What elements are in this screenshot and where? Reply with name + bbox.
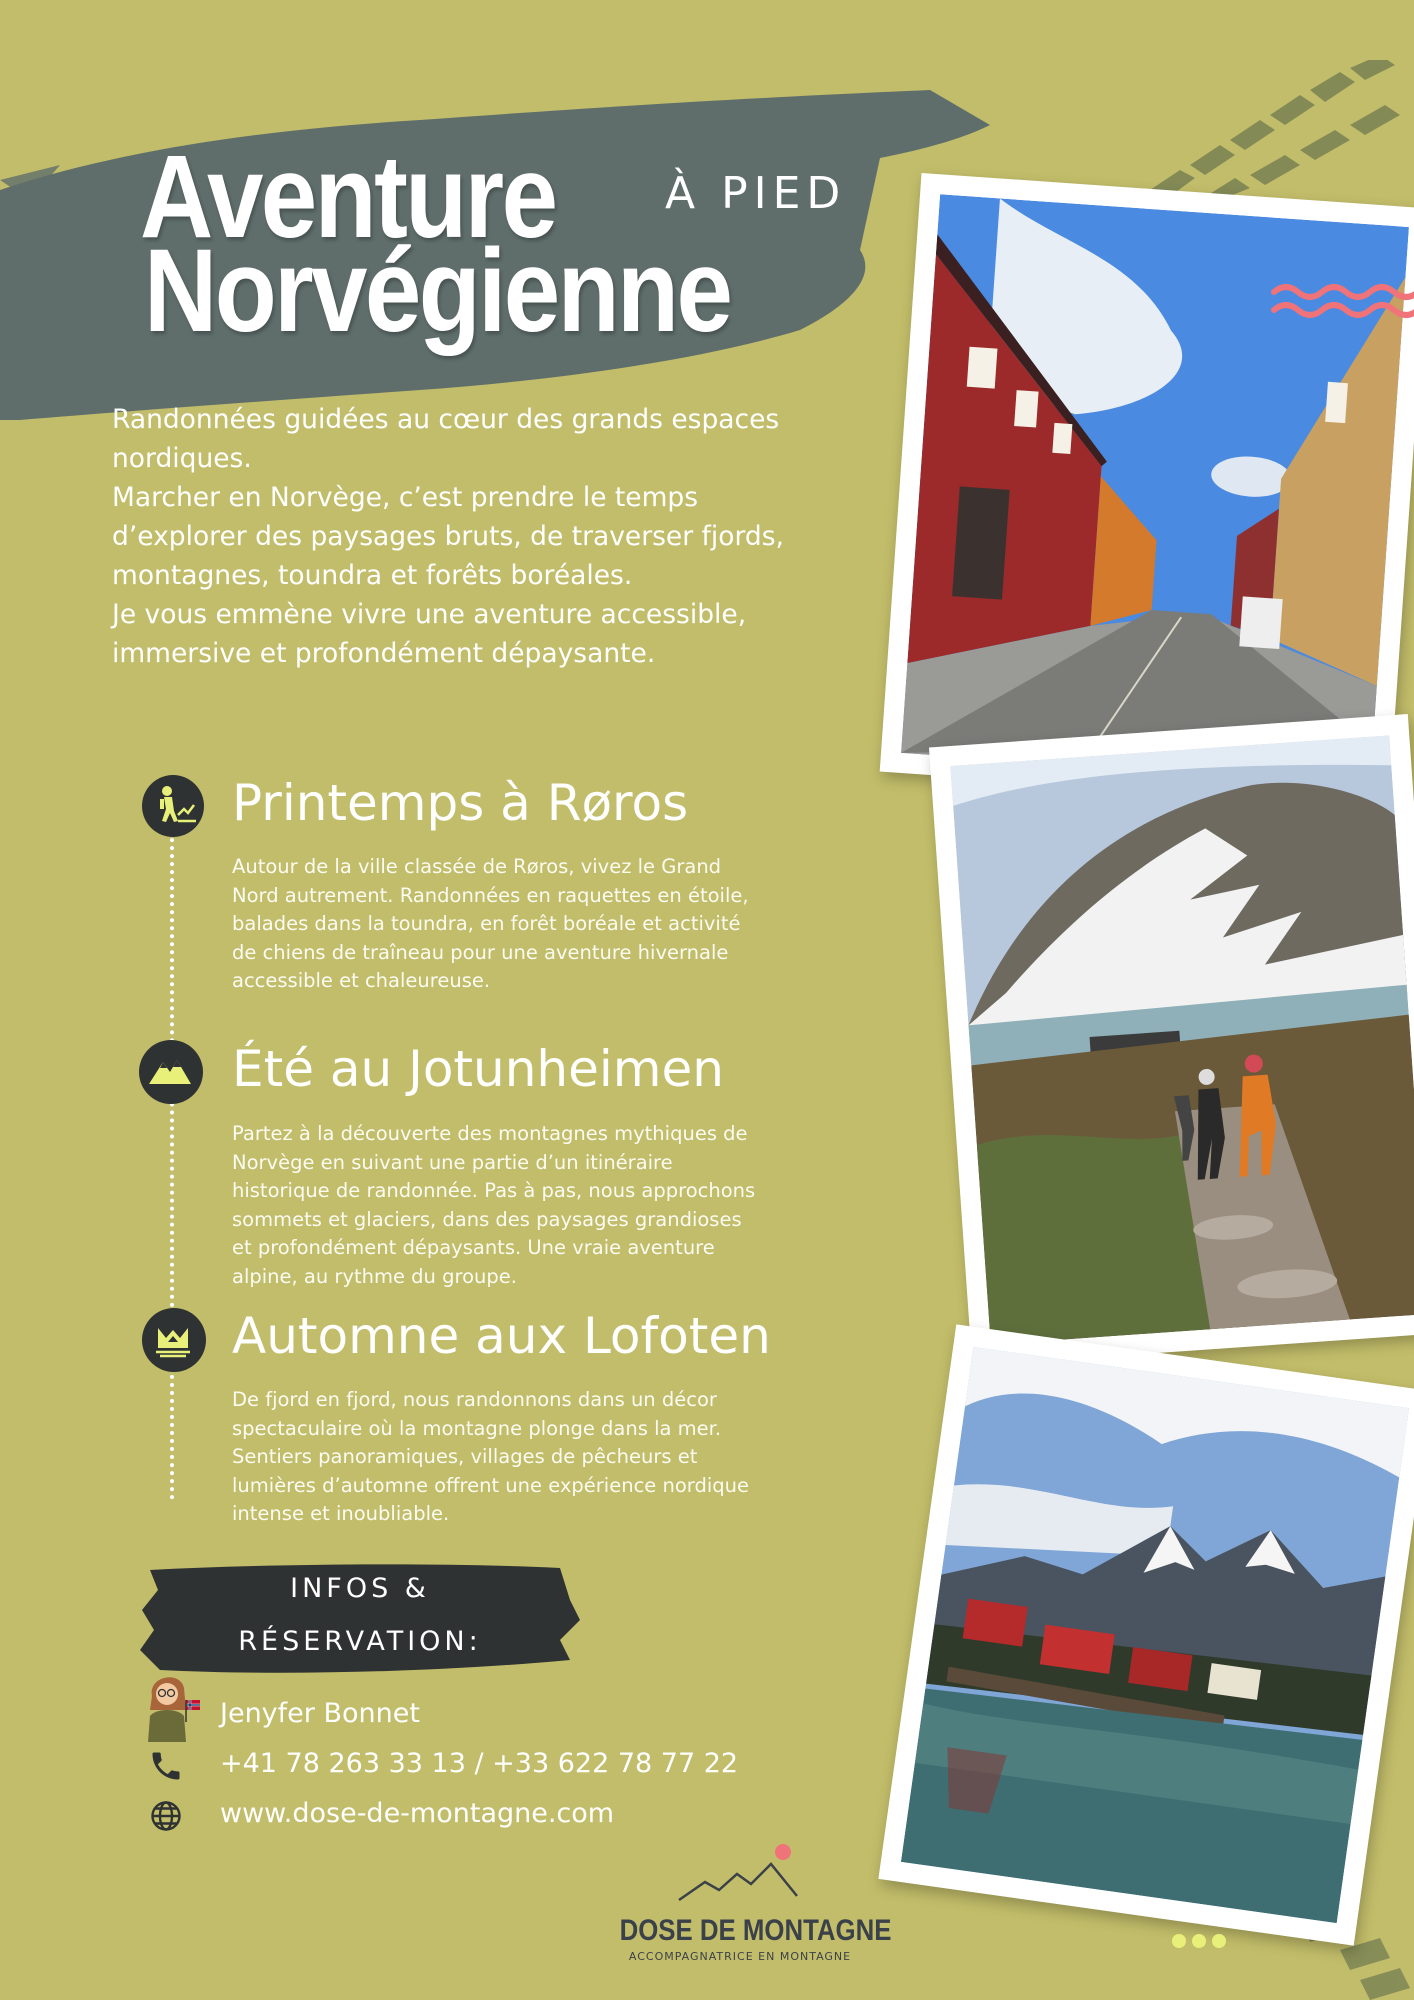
main-title-line1: Aventure: [140, 131, 556, 263]
lofoten-village-photo: [878, 1324, 1414, 1945]
dots-decoration: [1170, 1932, 1230, 1950]
mountain-icon: [139, 1040, 203, 1104]
contact-phone[interactable]: +41 78 263 33 13 / +33 622 78 77 22: [220, 1748, 739, 1779]
infos-heading: [150, 1562, 570, 1668]
intro-line: Marcher en Norvège, c’est prendre le temps d’explorer des paysages bruts, de traverser fjords, montagnes, toundra et forêts boréales.: [112, 482, 784, 591]
intro-line: Je vous emmène vivre une aventure accessible, immersive et profondément dépaysante.: [112, 599, 747, 669]
infos-heading-line2: RÉSERVATION:: [238, 1626, 482, 1657]
season-title: Automne aux Lofoten: [232, 1307, 771, 1365]
intro-line: Randonnées guidées au cœur des grands espaces nordiques.: [112, 404, 780, 474]
intro-text: [112, 400, 832, 673]
tire-track-decoration: [1140, 60, 1414, 200]
logo-tagline: ACCOMPAGNATRICE EN MONTAGNE: [628, 1950, 852, 1963]
roros-street-photo: [880, 173, 1414, 807]
avatar: [140, 1666, 204, 1742]
season-description: De fjord en fjord, nous randonnons dans un décor spectaculaire où la montagne plonge dans la mer. Sentiers panoramiques, villages de pêcheurs et lumières d’automne offrent une expérience nordique intense et inoubliable.: [232, 1388, 749, 1525]
hiker-icon: [142, 775, 204, 837]
wave-decoration: [1270, 280, 1414, 334]
season-description: Partez à la découverte des montagnes mythiques de Norvège en suivant une partie d’un itinéraire historique de randonnée. Pas à pas, nous approchons sommets et glaciers, dans des paysages grandioses et profondément dépaysants. Une vraie aventure alpine, au rythme du groupe.: [232, 1122, 756, 1288]
subtitle: À PIED: [665, 168, 847, 219]
contact-name: Jenyfer Bonnet: [220, 1698, 420, 1729]
contact-website[interactable]: www.dose-de-montagne.com: [220, 1798, 615, 1829]
phone-icon: [148, 1748, 184, 1784]
fjord-icon: [142, 1308, 206, 1372]
logo-name: DOSE DE MONTAGNE: [619, 1914, 892, 1947]
main-title-line2: Norvégienne: [144, 225, 731, 357]
jotunheimen-hikers-photo: [929, 714, 1414, 1366]
infos-heading-line1: INFOS &: [290, 1573, 430, 1604]
logo-mountain-icon: [675, 1838, 815, 1908]
globe-icon: [148, 1798, 184, 1834]
season-description: Autour de la ville classée de Røros, vivez le Grand Nord autrement. Randonnées en raquettes en étoile, balades dans la toundra, en forêt boréale et activité de chiens de traîneau pour une aventure hivernale accessible et chaleureuse.: [232, 855, 749, 992]
season-title: Printemps à Røros: [232, 774, 689, 832]
timeline-dotted-line: [170, 790, 178, 1500]
season-title: Été au Jotunheimen: [232, 1040, 724, 1098]
